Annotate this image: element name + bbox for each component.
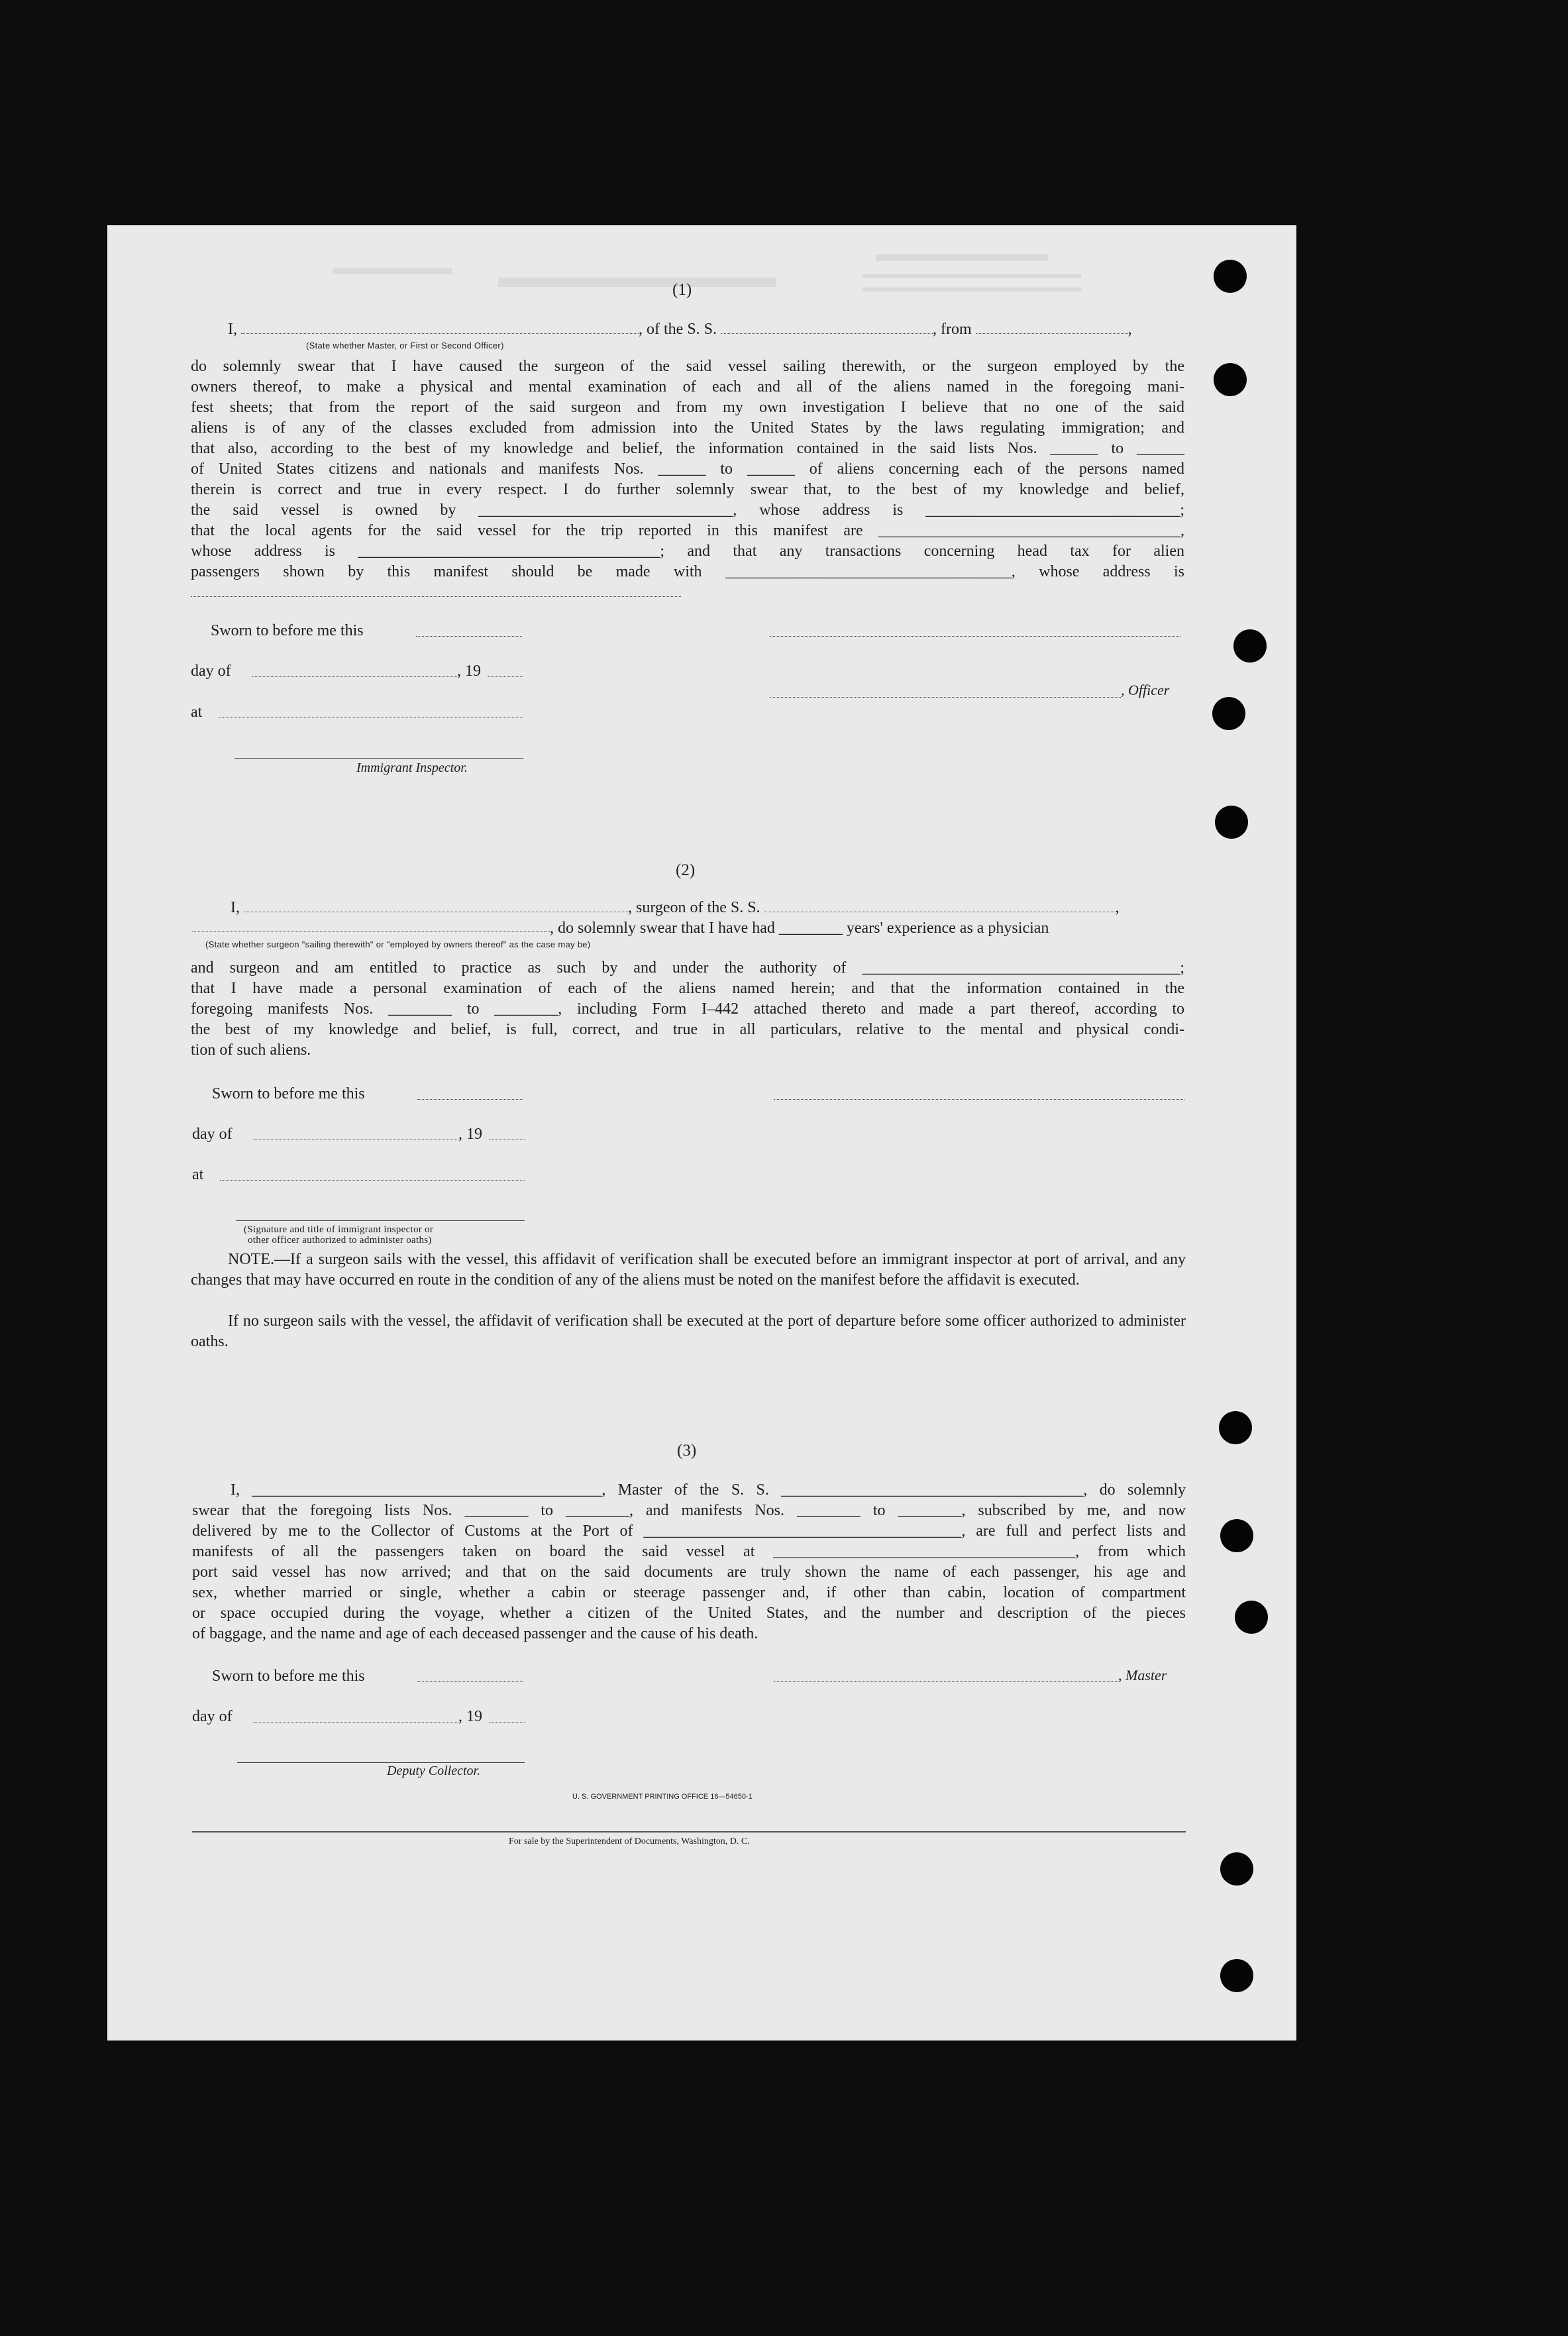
s1-year: , 19 <box>457 663 481 680</box>
s3-sworn: Sworn to before me this <box>212 1668 365 1685</box>
punch-hole <box>1214 260 1247 293</box>
s1-body-line: do solemnly swear that I have caused the surgeon of the said vessel sailing therewith, or the surgeon employed by the <box>191 358 1184 375</box>
s2-body-line: and surgeon and am entitled to practice as such by and under the authority of ________________________________________; <box>191 959 1184 977</box>
punch-hole <box>1215 806 1248 839</box>
s1-line1-comma: , <box>1127 321 1132 338</box>
s1-body-line: passengers shown by this manifest should be made with ____________________________________, whose address is <box>191 563 1184 580</box>
s2-body-line: foregoing manifests Nos. ________ to ________, including Form I–442 attached thereto and made a part thereof, according to <box>191 1000 1184 1018</box>
s2-at-field[interactable] <box>220 1180 525 1181</box>
s2-at: at <box>192 1166 204 1183</box>
punch-hole <box>1233 629 1267 663</box>
s3-master-label: , Master <box>1118 1667 1167 1683</box>
s1-body-line: that also, according to the best of my knowledge and belief, the information contained in the said lists Nos. ______ to ______ <box>191 440 1184 457</box>
s2-surgeon-name-field[interactable] <box>244 900 628 912</box>
s1-at-field[interactable] <box>219 717 523 718</box>
s3-body-line: delivered by me to the Collector of Customs at the Port of ________________________________________, are full and perfect lists and <box>192 1522 1186 1540</box>
s1-from-field[interactable] <box>976 321 1128 334</box>
s2-note <box>191 1311 1186 1352</box>
s2-body-line: the best of my knowledge and belief, is full, correct, and true in all particulars, relative to the mental and physical condi- <box>191 1021 1184 1038</box>
bleed-through-header <box>280 241 1141 327</box>
printer-imprint: U. S. GOVERNMENT PRINTING OFFICE 16—54650-1 <box>572 1793 753 1801</box>
s1-line1-i: I, <box>228 321 237 338</box>
s3-day-field[interactable] <box>253 1722 458 1723</box>
s2-sworn-date-field[interactable] <box>417 1099 523 1100</box>
s1-body-line: therein is correct and true in every respect. I do further solemnly swear that, to the best of my knowledge and belief, <box>191 481 1184 498</box>
s1-at: at <box>191 704 203 721</box>
sale-notice: For sale by the Superintendent of Documents, Washington, D. C. <box>509 1836 750 1846</box>
punch-hole <box>1235 1601 1268 1634</box>
s3-body-line: or space occupied during the voyage, whether a citizen of the United States, and the number and description of the pieces <box>192 1605 1186 1622</box>
s2-line1-ss: , surgeon of the S. S. <box>628 899 760 916</box>
s1-day-of: day of <box>191 663 231 680</box>
s2-signature-caption: other officer authorized to administer oaths) <box>248 1235 432 1246</box>
punch-hole <box>1219 1411 1252 1444</box>
s3-body-line: sex, whether married or single, whether a cabin or steerage passenger and, if other than cabin, location of compartment <box>192 1584 1186 1601</box>
s2-line1-i: I, <box>231 899 240 916</box>
s3-body-line: I, ____________________________________________, Master of the S. S. ______________________________________, do solemnly <box>231 1481 1186 1499</box>
s3-collector-label: Deputy Collector. <box>387 1764 481 1778</box>
s2-signature-field[interactable] <box>774 1099 1184 1100</box>
s3-body-line: of baggage, and the name and age of each deceased passenger and the cause of his death. <box>192 1625 758 1642</box>
punch-hole <box>1212 697 1245 730</box>
section-2-number: (2) <box>676 861 696 879</box>
s3-collector-line[interactable] <box>237 1762 525 1763</box>
s3-year: , 19 <box>458 1708 482 1725</box>
s2-day-of: day of <box>192 1126 233 1143</box>
s2-line1-comma: , <box>1115 899 1120 916</box>
s1-address-field[interactable] <box>191 596 681 597</box>
s2-vessel-field[interactable] <box>764 900 1116 912</box>
form-page <box>107 225 1296 2041</box>
s1-line1-ss: , of the S. S. <box>639 321 717 338</box>
s1-officer-signature-field[interactable] <box>770 697 1121 698</box>
s1-body-line: of United States citizens and nationals and manifests Nos. ______ to ______ of aliens concerning each of the persons named <box>191 460 1184 478</box>
s3-body-line: manifests of all the passengers taken on board the said vessel at ______________________________________, from which <box>192 1543 1186 1560</box>
s2-sworn: Sworn to before me this <box>212 1085 365 1102</box>
section-3-number: (3) <box>677 1442 697 1460</box>
s2-body-line: tion of such aliens. <box>191 1041 311 1059</box>
s1-signature-field[interactable] <box>770 636 1180 637</box>
s3-master-signature-field[interactable] <box>774 1681 1118 1682</box>
s1-body-line: whose address is ______________________________________; and that any transactions concerning head tax for alien <box>191 543 1184 560</box>
s2-year: , 19 <box>458 1126 482 1143</box>
s1-officer-caption: (State whether Master, or First or Second Officer) <box>306 341 504 350</box>
s3-sworn-date-field[interactable] <box>417 1681 523 1682</box>
s2-inspector-line[interactable] <box>236 1220 525 1221</box>
s1-body-line: fest sheets; that from the report of the said surgeon and from my own investigation I believe that no one of the said <box>191 399 1184 416</box>
s1-sworn: Sworn to before me this <box>211 622 364 639</box>
s1-body-line: owners thereof, to make a physical and mental examination of each and all of the aliens named in the foregoing mani- <box>191 378 1184 396</box>
section-1-number: (1) <box>672 281 692 299</box>
s1-body-line: aliens is of any of the classes excluded from admission into the United States by the laws regulating immigration; and <box>191 419 1184 437</box>
s1-inspector-label: Immigrant Inspector. <box>356 761 468 775</box>
s2-note-2: If no surgeon sails with the vessel, the affidavit of verification shall be executed at the port of departure before some officer authorized to administer oaths. <box>191 1312 1186 1350</box>
s3-day-of: day of <box>192 1708 233 1725</box>
s1-body-line: the said vessel is owned by ________________________________, whose address is ________________________________; <box>191 502 1184 519</box>
s2-signature-caption: (Signature and title of immigrant inspector or <box>244 1224 434 1235</box>
s1-sworn-date-field[interactable] <box>416 636 522 637</box>
s3-body-line: port said vessel has now arrived; and that on the said documents are truly shown the name of each passenger, his age and <box>192 1564 1186 1581</box>
s1-inspector-line[interactable] <box>235 758 523 759</box>
s2-status-caption: (State whether surgeon "sailing therewith" or "employed by owners thereof" as the case may be) <box>205 939 591 949</box>
s2-line2: , do solemnly swear that I have had ________ years' experience as a physician <box>550 920 1049 937</box>
punch-hole <box>1220 1852 1253 1885</box>
s1-line1 <box>228 319 1132 339</box>
s3-year-field[interactable] <box>489 1722 525 1723</box>
s1-body-line: that the local agents for the said vessel for the trip reported in this manifest are ______________________________________, <box>191 522 1184 539</box>
s2-note-1: NOTE.—If a surgeon sails with the vessel, this affidavit of verification shall be executed before an immigrant inspector at port of arrival, and any changes that may have occurred en route in the condition of any of the aliens must be noted on the manifest before the affidavit is executed. <box>191 1251 1186 1289</box>
s2-status-field[interactable] <box>192 931 550 932</box>
s2-body-line: that I have made a personal examination of each of the aliens named herein; and that the information contained in the <box>191 980 1184 997</box>
s1-line1-from: , from <box>933 321 972 338</box>
punch-hole <box>1220 1519 1253 1552</box>
s2-line1 <box>231 898 1120 918</box>
s1-officer-label: , Officer <box>1121 682 1170 698</box>
s1-vessel-field[interactable] <box>721 321 933 334</box>
s1-officer-field[interactable] <box>241 321 639 334</box>
s1-day-field[interactable] <box>252 676 457 677</box>
s1-year-field[interactable] <box>488 676 523 677</box>
punch-hole <box>1214 363 1247 396</box>
punch-hole <box>1220 1959 1253 1992</box>
footer-rule <box>192 1831 1186 1832</box>
s2-note <box>191 1249 1186 1291</box>
s3-body-line: swear that the foregoing lists Nos. ________ to ________, and manifests Nos. ________ to ________, subscribed by me, and now <box>192 1502 1186 1519</box>
